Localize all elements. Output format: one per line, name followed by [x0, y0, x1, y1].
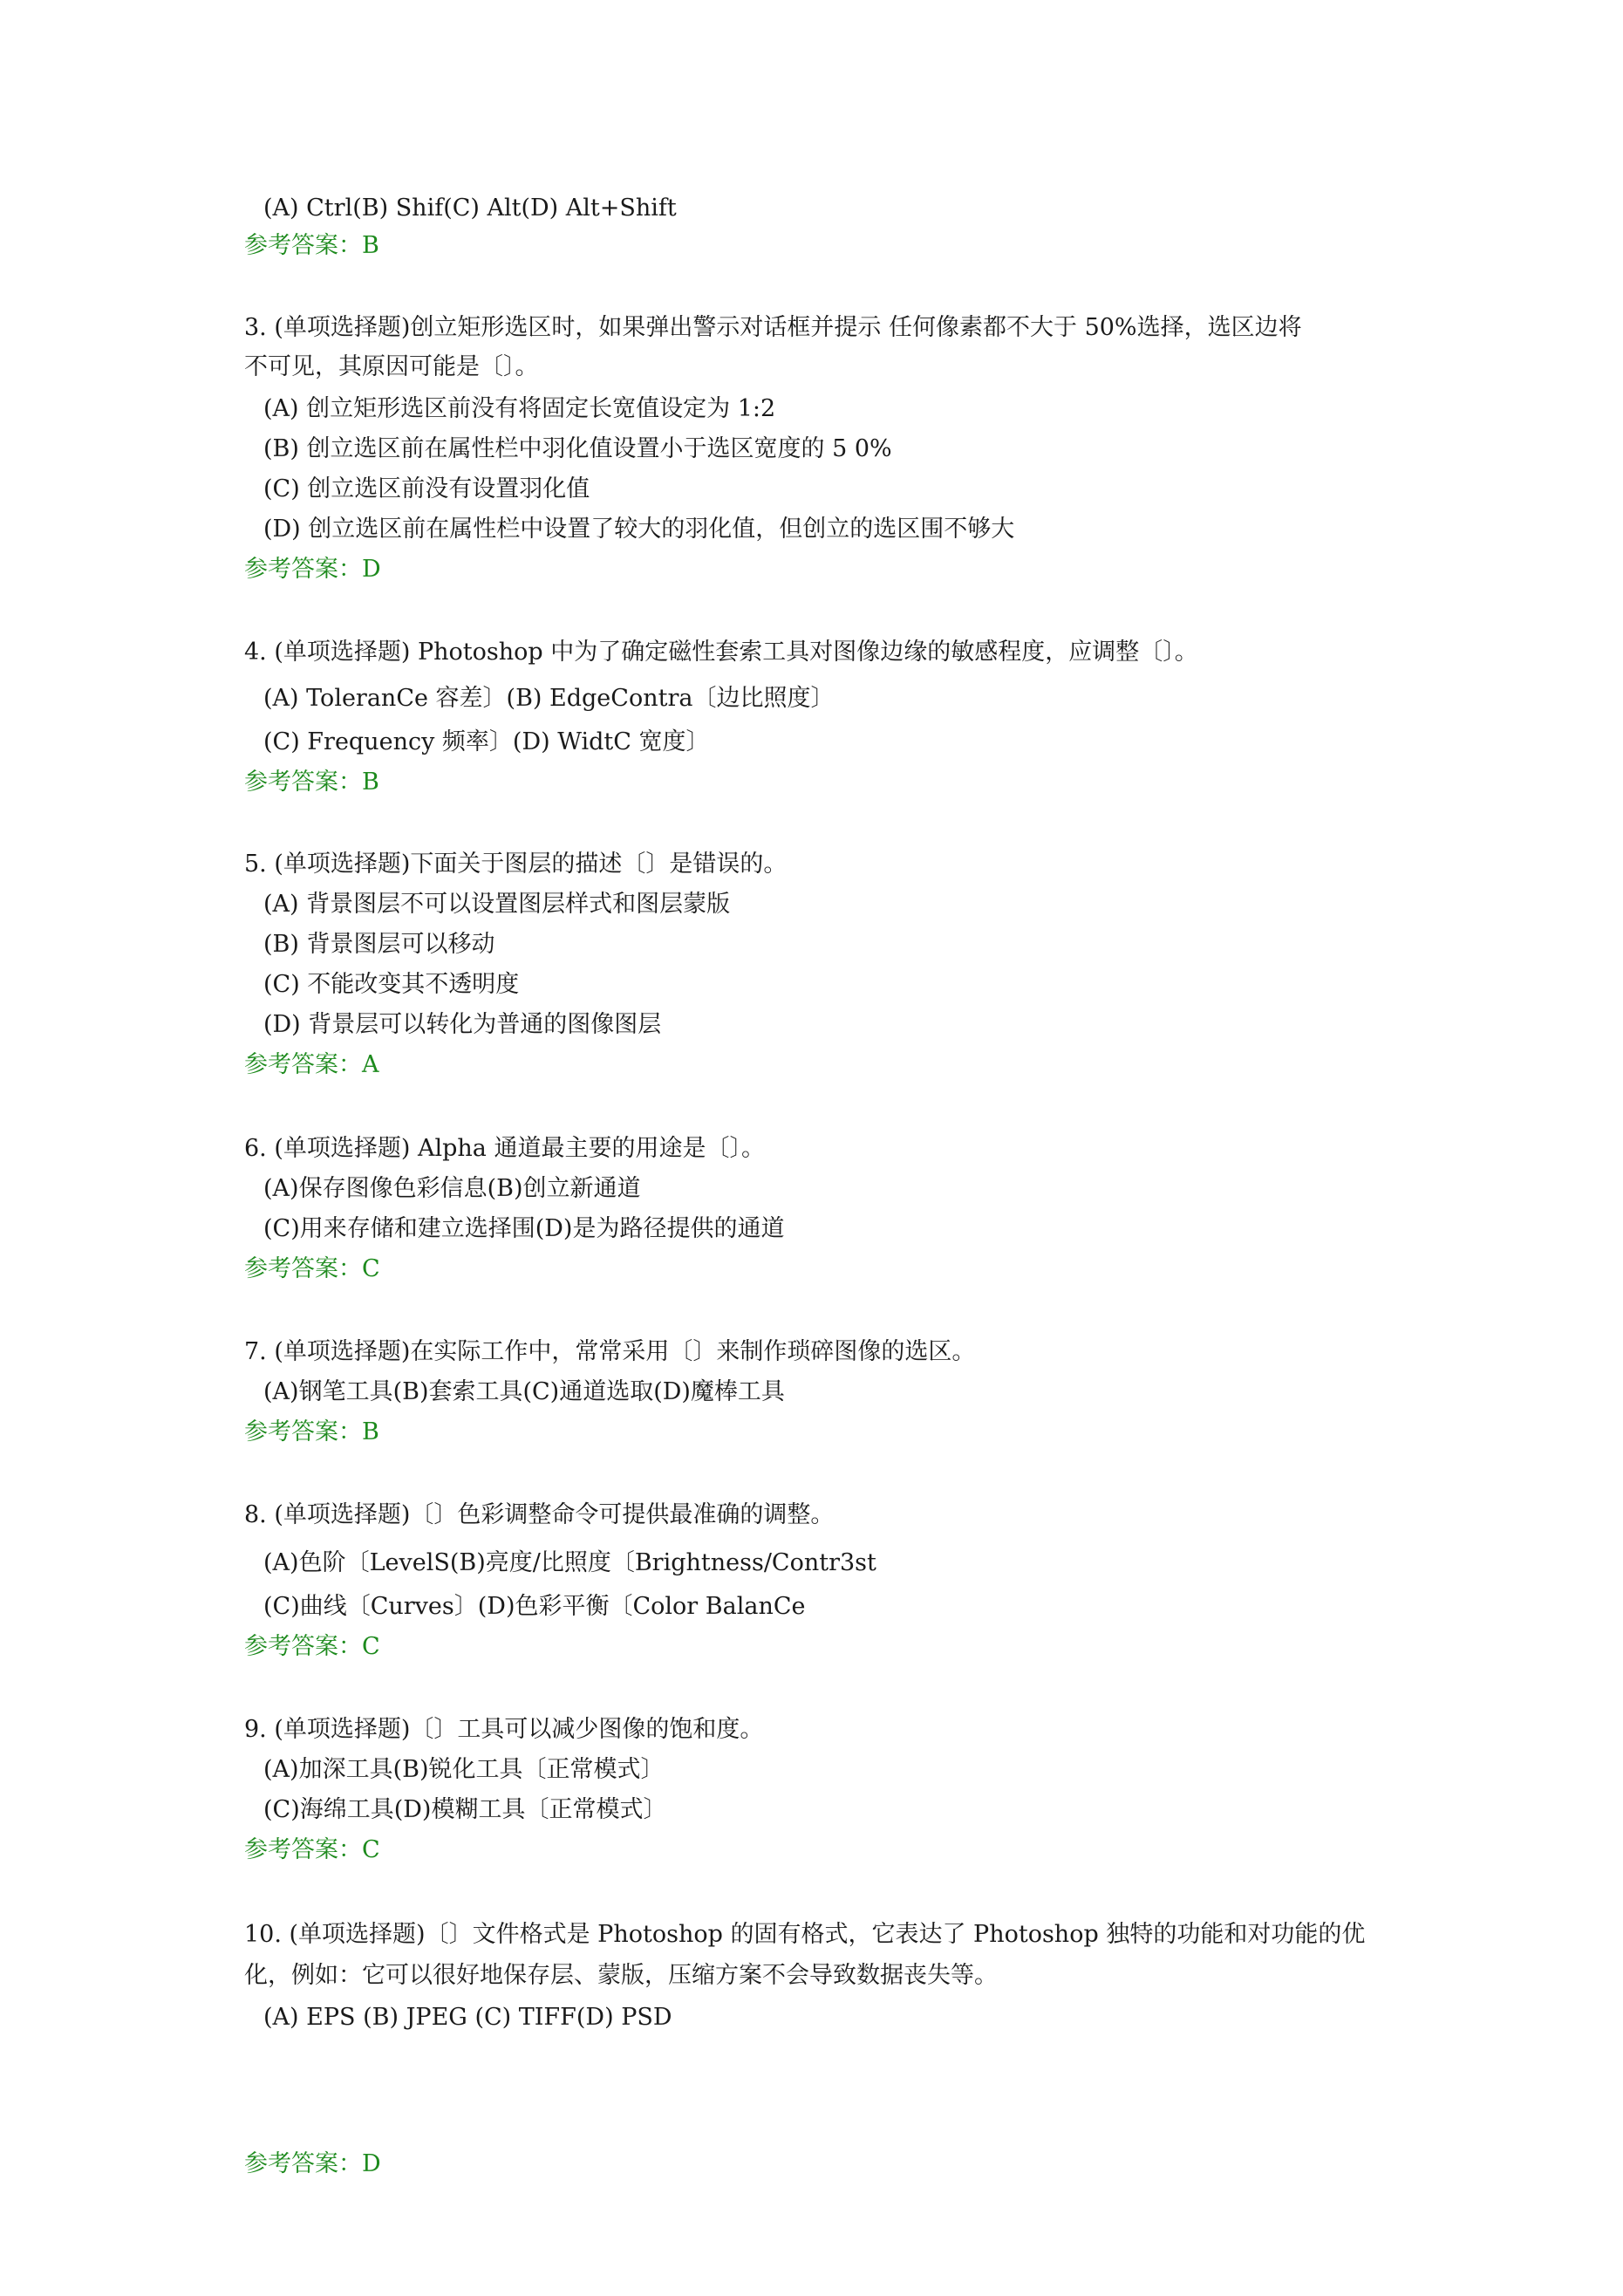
q10-stem-line2: 化，例如：它可以很好地保存层、蒙版，压缩方案不会导致数据丧失等。 [244, 1962, 998, 1989]
q3-stem-line2: 不可见，其原因可能是〔〕。 [244, 353, 539, 380]
q8-options-line1: (A)色阶〔LevelS(B)亮度/比照度〔Brightness/Contr3st [263, 1549, 876, 1576]
q6-stem: 6. (单项选择题) Alpha 通道最主要的用途是〔〕。 [244, 1135, 765, 1162]
q9-answer: 参考答案：C [244, 1836, 380, 1863]
q4-options-line2: (C) Frequency 频率〕(D) WidtC 宽度〕 [263, 728, 710, 755]
q10-options: (A) EPS (B) JPEG (C) TIFF(D) PSD [263, 2004, 672, 2031]
q3-option-c: (C) 创立选区前没有设置羽化值 [263, 475, 590, 502]
q4-answer: 参考答案：B [244, 769, 379, 796]
q6-options-line1: (A)保存图像色彩信息(B)创立新通道 [263, 1175, 641, 1202]
q9-stem: 9. (单项选择题)〔〕工具可以减少图像的饱和度。 [244, 1716, 764, 1743]
q6-answer: 参考答案：C [244, 1255, 380, 1282]
q8-options-line2: (C)曲线〔Curves〕(D)色彩平衡〔Color BalanCe [263, 1593, 806, 1620]
q5-stem: 5. (单项选择题)下面关于图层的描述〔〕是错误的。 [244, 851, 788, 878]
q5-answer: 参考答案：A [244, 1051, 379, 1078]
q9-options-line1: (A)加深工具(B)锐化工具〔正常模式〕 [263, 1756, 665, 1783]
q9-options-line2: (C)海绵工具(D)模糊工具〔正常模式〕 [263, 1796, 667, 1823]
q5-option-d: (D) 背景层可以转化为普通的图像图层 [263, 1011, 662, 1038]
q4-stem: 4. (单项选择题) Photoshop 中为了确定磁性套索工具对图像边缘的敏感程度，应调整〔〕。 [244, 639, 1198, 666]
q2-answer: 参考答案：B [244, 232, 379, 259]
q10-stem-line1: 10. (单项选择题)〔〕文件格式是 Photoshop 的固有格式，它表达了 Photoshop 独特的功能和对功能的优 [244, 1921, 1366, 1948]
q3-stem-line1: 3. (单项选择题)创立矩形选区时，如果弹出警示对话框并提示 任何像素都不大于 50%选择，选区边将 [244, 314, 1302, 341]
q6-options-line2: (C)用来存储和建立选择围(D)是为路径提供的通道 [263, 1215, 785, 1242]
q3-option-b: (B) 创立选区前在属性栏中羽化值设置小于选区宽度的 5 0% [263, 435, 892, 462]
q7-answer: 参考答案：B [244, 1418, 379, 1445]
q3-option-a: (A) 创立矩形选区前没有将固定长宽值设定为 1:2 [263, 395, 776, 422]
document-page [244, 0, 1404, 2296]
q10-answer: 参考答案：D [244, 2150, 381, 2177]
q3-answer: 参考答案：D [244, 556, 381, 583]
q4-options-line1: (A) ToleranCe 容差〕(B) EdgeContra〔边比照度〕 [263, 685, 835, 712]
q7-options: (A)钢笔工具(B)套索工具(C)通道选取(D)魔棒工具 [263, 1378, 785, 1405]
q2-options: (A) Ctrl(B) Shif(C) Alt(D) Alt+Shift [263, 195, 677, 222]
q5-option-b: (B) 背景图层可以移动 [263, 931, 495, 958]
q8-stem: 8. (单项选择题)〔〕色彩调整命令可提供最准确的调整。 [244, 1501, 835, 1528]
q8-answer: 参考答案：C [244, 1633, 380, 1660]
q5-option-c: (C) 不能改变其不透明度 [263, 971, 520, 998]
q3-option-d: (D) 创立选区前在属性栏中设置了较大的羽化值，但创立的选区围不够大 [263, 516, 1015, 543]
q5-option-a: (A) 背景图层不可以设置图层样式和图层蒙版 [263, 891, 731, 918]
q7-stem: 7. (单项选择题)在实际工作中，常常采用〔〕来制作琐碎图像的选区。 [244, 1338, 976, 1365]
